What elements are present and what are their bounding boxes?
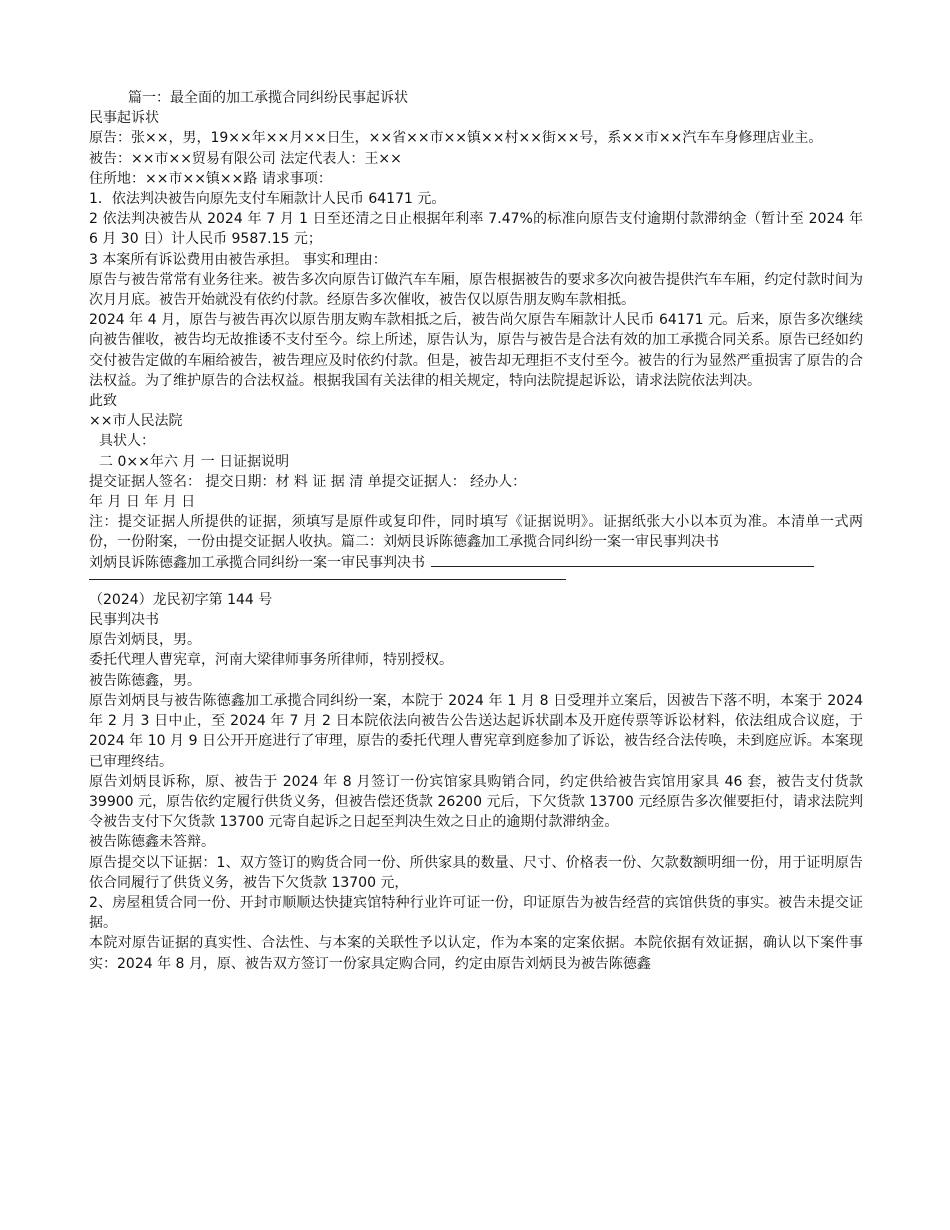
facts-paragraph-1: 原告与被告常常有业务往来。被告多次向原告订做汽车车厢，原告根据被告的要求多次向被告提供汽车车厢，约定付款时间为次月月底。被告开始就没有依约付款。经原告多次催收，被告仅以原告朋友购车款相抵。 [89,271,863,309]
judgment-title: 刘炳艮诉陈德鑫加工承揽合同纠纷一案一审民事判决书 [89,554,425,571]
request-item-3: 3 本案所有诉讼费用由被告承担。 事实和理由： [89,251,387,268]
signer-label: 具状人： [99,433,155,450]
defendant-line: 被告：××市××贸易有限公司 法定代表人：王×× [89,150,402,167]
document-page [89,88,863,974]
agent-line: 委托代理人曹宪章，河南大梁律师事务所律师，特别授权。 [89,652,453,669]
plaintiff-name: 原告刘炳艮，男。 [89,632,201,649]
court-name: ××市人民法院 [89,413,183,430]
case-paragraph-1: 原告刘炳艮与被告陈德鑫加工承揽合同纠纷一案，本院于 2024 年 1 月 8 日受理并立案后，因被告下落不明，本案于 2024 年 2 月 3 日中止，至 2024 年 7 月 2 日本院依法向被告公告送达起诉状副本及开庭传票等诉讼材料，依法组成合议庭，于 2024 年 10 月 9 日公开开庭进行了审理，原告的委托代理人曹宪章到庭参加了诉讼，被告经合法传唤，未到庭应诉。本案现已审理终结。 [89,692,863,770]
plaintiff-line: 原告：张××，男，19××年××月××日生，××省××市××镇××村××街××号，系××市××汽车车身修理店业主。 [89,130,823,147]
no-reply-line: 被告陈德鑫未答辩。 [89,834,215,851]
finding-paragraph: 本院对原告证据的真实性、合法性、与本案的关联性予以认定，作为本案的定案依据。本院依据有效证据，确认以下案件事实：2024 年 8 月，原、被告双方签订一份家具定购合同，约定由原告刘炳艮为被告陈德鑫 [89,935,863,972]
evidence-paragraph-1: 原告提交以下证据：1、双方签订的购货合同一份、所供家具的数量、尺寸、价格表一份、欠款数额明细一份，用于证明原告依合同履行了供货义务，被告下欠货款 13700 元， [89,854,863,891]
date-fields-line: 年 月 日 年 月 日 [89,494,196,511]
judgment-title-line [89,553,863,573]
facts-paragraph-2: 2024 年 4 月，原告与被告再次以原告朋友购车款相抵之后，被告尚欠原告车厢款计人民币 64171 元。后来，原告多次继续向被告催收，被告均无故推诿不支付至今。综上所述，原告认为，原告与被告是合法有效的加工承揽合同关系。原告已经如约交付被告定做的车厢给被告，被告理应及时依约付款。但是，被告却无理拒不支付至今。被告的行为显然严重损害了原告的合法权益。为了维护原告的合法权益。根据我国有关法律的相关规定，特向法院提起诉讼，请求法院依法判决。 [89,312,863,389]
case-number: （2024）龙民初字第 144 号 [89,591,273,608]
evidence-paragraph-2: 2、房屋租赁合同一份、开封市顺顺达快捷宾馆特种行业许可证一份，印证原告为被告经营的宾馆供货的事实。被告未提交证据。 [89,894,863,932]
title-underline-continued [89,578,566,580]
evidence-submit-line: 提交证据人签名： 提交日期：材 料 证 据 清 单提交证据人： 经办人： [89,473,527,490]
defendant-name: 被告陈德鑫，男。 [89,672,201,689]
article-title: 篇一：最全面的加工承揽合同纠纷民事起诉状 [128,90,408,106]
request-item-2: 2 依法判决被告从 2024 年 7 月 1 日至还清之日止根据年利率 7.47%的标准向原告支付逾期付款滞纳金（暂计至 2024 年 6 月 30 日）计人民币 9587.15 元； [89,211,863,248]
address-line: 住所地：××市××镇××路 请求事项： [89,170,332,187]
heading-civil-judgment: 民事判决书 [89,612,159,629]
evidence-note: 注：提交证据人所提供的证据，须填写是原件或复印件，同时填写《证据说明》。证据纸张大小以本页为准。本清单一式两份，一份附案，一份由提交证据人收执。篇二：刘炳艮诉陈德鑫加工承揽合同纠纷一案一审民事判决书 [89,514,863,551]
title-underline [431,554,814,567]
heading-civil-complaint: 民事起诉状 [89,110,159,127]
request-item-1: 1．依法判决被告向原先支付车厢款计人民币 64171 元。 [89,191,446,208]
case-paragraph-2: 原告刘炳艮诉称，原、被告于 2024 年 8 月签订一份宾馆家具购销合同，约定供给被告宾馆用家具 46 套，被告支付货款 39900 元，原告依约定履行供货义务，但被告偿还货款 26200 元后，下欠货款 13700 元经原告多次催要拒付，请求法院判令被告支付下欠货款 13700 元寄自起诉之日起至判决生效之日止的逾期付款滞纳金。 [89,773,863,831]
date-evidence-line: 二 0××年六 月 一 日证据说明 [99,453,290,470]
closing-cizhi: 此致 [89,393,117,410]
